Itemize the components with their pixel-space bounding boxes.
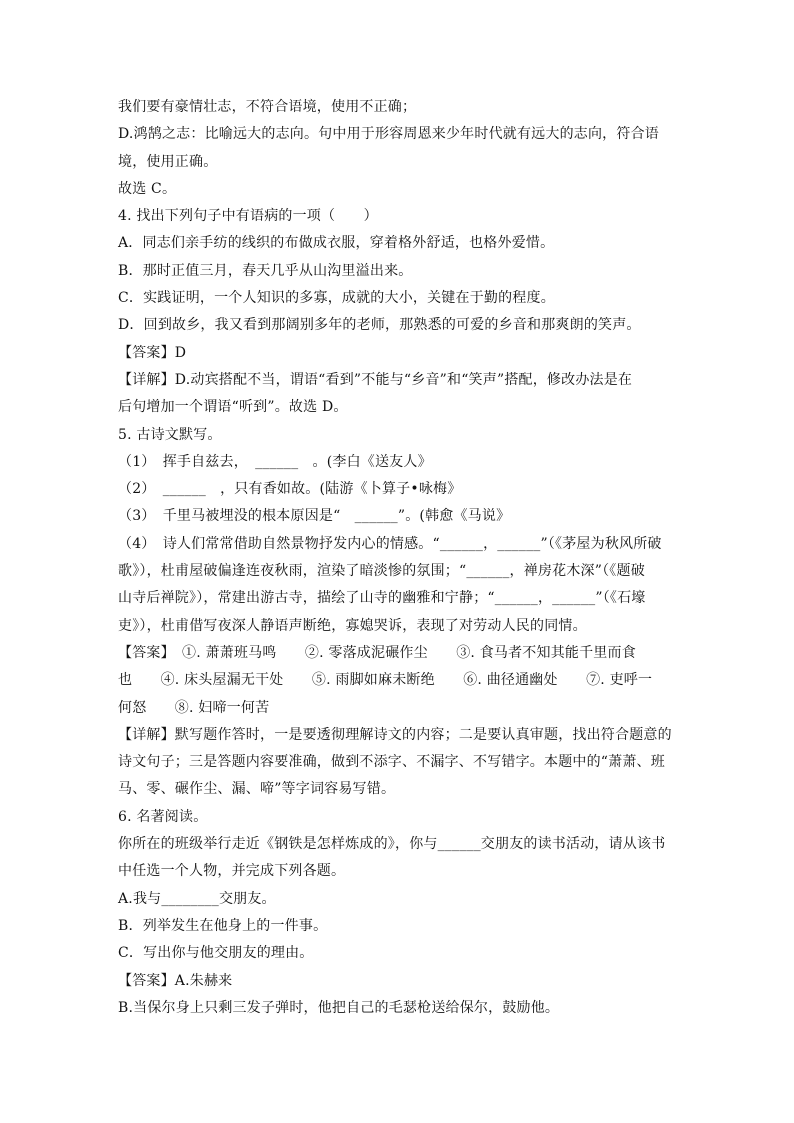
option-a: A．同志们亲手纺的线织的布做成衣服，穿着格外舒适，也格外爱惜。 xyxy=(118,235,555,252)
answer-line: 【答案】 ①. 萧萧班马鸣 ②. 零落成泥碾作尘 ③. 食马者不知其能千里而食 xyxy=(118,644,636,661)
text-line: 何怒 ⑧. 妇啼一何苦 xyxy=(118,699,270,716)
sub-question-3: （3） 千里马被埋没的根本原因是“ ______”。(韩愈《马说》 xyxy=(118,508,511,525)
option-b: B．列举发生在他身上的一件事。 xyxy=(118,917,328,934)
sub-question-2: （2） ______ ，只有香如故。(陆游《卜算子•咏梅》 xyxy=(118,481,462,498)
option-b: B．那时正值三月，春天几乎从山沟里溢出来。 xyxy=(118,262,413,279)
text-line: 你所在的班级举行走近《钢铁是怎样炼成的》，你与______交朋友的读书活动，请从该书 xyxy=(118,836,666,853)
explanation-line: 【详解】D.动宾搭配不当，谓语“看到”不能与“乡音”和“笑声”搭配，修改办法是在 xyxy=(118,371,633,388)
question-6-title: 6. 名著阅读。 xyxy=(118,808,208,825)
option-c: C．实践证明，一个人知识的多寡，成就的大小，关键在于勤的程度。 xyxy=(118,290,555,307)
text-line: 中任选一个人物，并完成下列各题。 xyxy=(118,863,346,880)
document-page xyxy=(118,94,683,1022)
option-d: D．回到故乡，我又看到那阔别多年的老师，那熟悉的可爱的乡音和那爽朗的笑声。 xyxy=(118,317,641,334)
text-line: 吏》），杜甫借写夜深人静语声断绝，寡媳哭诉，表现了对劳动人民的同情。 xyxy=(118,617,587,634)
explanation-line: 后句增加一个谓语“听到”。故选 D。 xyxy=(118,399,348,416)
sub-question-4: （4） 诗人们常常借助自然景物抒发内心的情感。“______，______”（《茅屋为秋风所破 xyxy=(118,535,662,552)
text-line: 马、零、碾作尘、漏、啼”等字词容易写错。 xyxy=(118,781,396,798)
question-5-title: 5. 古诗文默写。 xyxy=(118,426,222,443)
text-line: 诗文句子；三是答题内容要准确，做到不添字、不漏字、不写错字。本题中的“萧萧、班 xyxy=(118,754,665,771)
answer-line: 【答案】D xyxy=(118,344,187,361)
question-4-title: 4. 找出下列句子中有语病的一项（ ） xyxy=(118,208,378,225)
text-line: 也 ④. 床头屋漏无干处 ⑤. 雨脚如麻未断绝 ⑥. 曲径通幽处 ⑦. 吏呼一 xyxy=(118,672,653,689)
option-c: C．写出你与他交朋友的理由。 xyxy=(118,945,314,962)
text-line: D.鸿鹄之志：比喻远大的志向。句中用于形容周恩来少年时代就有远大的志向，符合语 xyxy=(118,126,659,143)
text-line: 我们要有豪情壮志，不符合语境，使用不正确； xyxy=(118,99,417,115)
answer-line: 【答案】A.朱赫来 xyxy=(118,972,233,989)
text-line: 山寺后禅院》），常建出游古寺，描绘了山寺的幽雅和宁静；“______，______”（《石壕 xyxy=(118,590,646,607)
text-line: 歌》），杜甫屋破偏逢连夜秋雨，渲染了暗淡惨的氛围；“______，禅房花木深”（《题破 xyxy=(118,563,645,580)
explanation-line: 【详解】默写题作答时，一是要透彻理解诗文的内容；二是要认真审题，找出符合题意的 xyxy=(118,726,672,743)
text-line: 境，使用正确。 xyxy=(118,153,218,170)
text-line: B.当保尔身上只剩三发子弹时，他把自己的毛瑟枪送给保尔，鼓励他。 xyxy=(118,999,560,1016)
sub-question-1: （1） 挥手自兹去， ______ 。(李白《送友人》 xyxy=(118,453,432,470)
option-a: A.我与________交朋友。 xyxy=(118,890,276,907)
text-line: 故选 C。 xyxy=(118,180,177,197)
